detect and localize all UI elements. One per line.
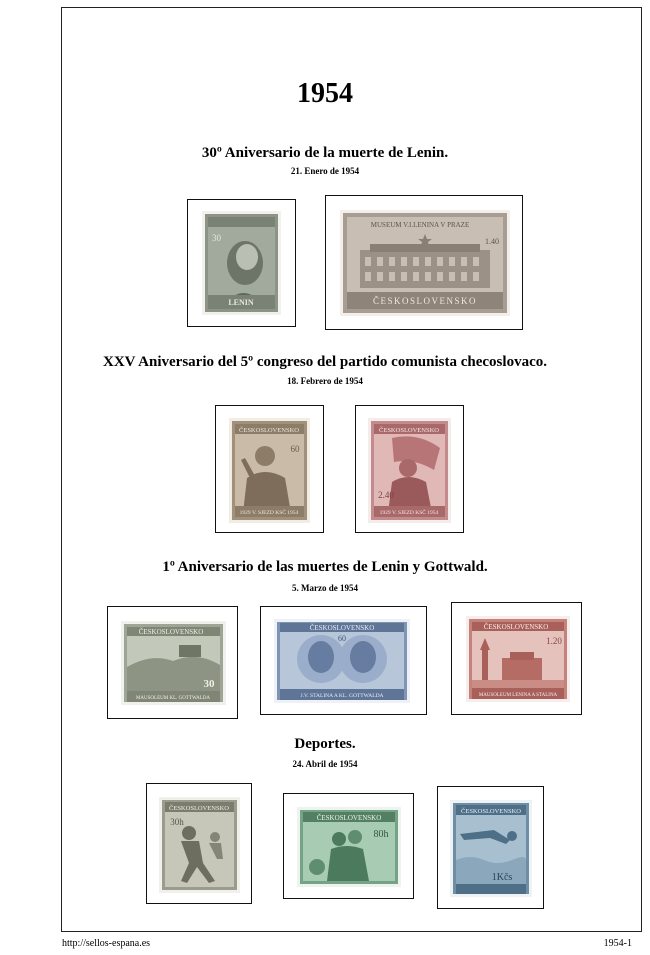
athletes-stamp [297, 807, 401, 887]
stamp-value-text: 60 [290, 444, 300, 454]
stamp-mount [283, 793, 414, 899]
stamp-caption-text: MAUSOLEUM LENINA A STALINA [478, 693, 558, 698]
stamp-value-text: 30 [212, 233, 221, 243]
stamp-country-text: ČESKOSLOVENSKO [138, 628, 204, 636]
stamp-value-text: 80h [373, 829, 389, 840]
worker-flag-stamp [368, 418, 451, 523]
stamp-mount [325, 195, 523, 330]
stamp-value-text: 1.40 [485, 237, 499, 246]
stamp-value-text: 30h [170, 817, 184, 827]
section-3-title: 1º Aniversario de las muertes de Lenin y Gottwald. [162, 559, 488, 575]
stamp-country-text: ČESKOSLOVENSKO [169, 805, 229, 812]
stamp-caption-text: MUSEUM V.I.LENINA V PRAZE [370, 221, 470, 229]
stamp-country-text: ČESKOSLOVENSKO [372, 296, 478, 306]
stamp-mount [355, 405, 464, 533]
stamp-country-text: ČESKOSLOVENSKO [239, 427, 299, 434]
stamp-caption-text: J.V. STALINA A KL. GOTTWALDA [300, 693, 384, 699]
stamp-mount [187, 199, 296, 327]
stamp-caption-text: 1929 V. SJEZD KSČ 1954 [239, 510, 299, 516]
stamp-country-text: ČESKOSLOVENSKO [461, 808, 521, 815]
section-2-title: XXV Aniversario del 5º congreso del partido comunista checoslovaco. [103, 354, 547, 370]
section-2-date: 18. Febrero de 1954 [287, 376, 363, 386]
stamp-value-text: 1Kčs [491, 872, 513, 883]
stamp-value-text: 2.40 [378, 490, 394, 500]
stamp-mount [437, 786, 544, 909]
stamp-caption-text: MAUSOLEUM KL. GOTTWALDA [135, 696, 211, 701]
stamp-value-text: 30 [203, 678, 215, 690]
lenin-portrait-stamp [202, 211, 281, 315]
lenin-museum-stamp [340, 210, 510, 316]
section-4-date: 24. Abril de 1954 [292, 759, 358, 769]
stamp-mount [146, 783, 252, 904]
runners-stamp [159, 797, 240, 893]
stamp-caption-text: 1929 V. SJEZD KSČ 1954 [379, 510, 439, 516]
swimmer-stamp [450, 800, 532, 897]
footer-url: http://sellos-espana.es [62, 938, 151, 949]
stamp-country-text: ČESKOSLOVENSKO [483, 623, 549, 631]
stamp-country-text: ČESKOSLOVENSKO [309, 624, 375, 632]
stamp-mount [451, 602, 582, 715]
gottwald-speech-stamp [229, 418, 310, 523]
lenin-stalin-mausoleum-stamp [466, 616, 570, 702]
section-3-date: 5. Marzo de 1954 [292, 583, 358, 593]
page-year-title: 1954 [297, 78, 353, 109]
footer-page-number: 1954-1 [603, 938, 632, 949]
section-1-title: 30º Aniversario de la muerte de Lenin. [201, 145, 449, 161]
gottwald-mausoleum-stamp [121, 621, 226, 705]
stalin-gottwald-stamp [274, 619, 410, 703]
section-1-date: 21. Enero de 1954 [290, 166, 360, 176]
section-4-title: Deportes. [294, 736, 356, 752]
stamp-country-text: ČESKOSLOVENSKO [379, 427, 439, 434]
stamp-mount [260, 606, 427, 715]
stamp-mount [215, 405, 324, 533]
stamp-value-text: 60 [338, 634, 346, 643]
stamp-value-text: 1.20 [546, 636, 562, 646]
stamp-country-text: ČESKOSLOVENSKO [316, 814, 382, 822]
stamp-caption-text: LENIN [228, 298, 254, 307]
stamp-mount [107, 606, 238, 719]
